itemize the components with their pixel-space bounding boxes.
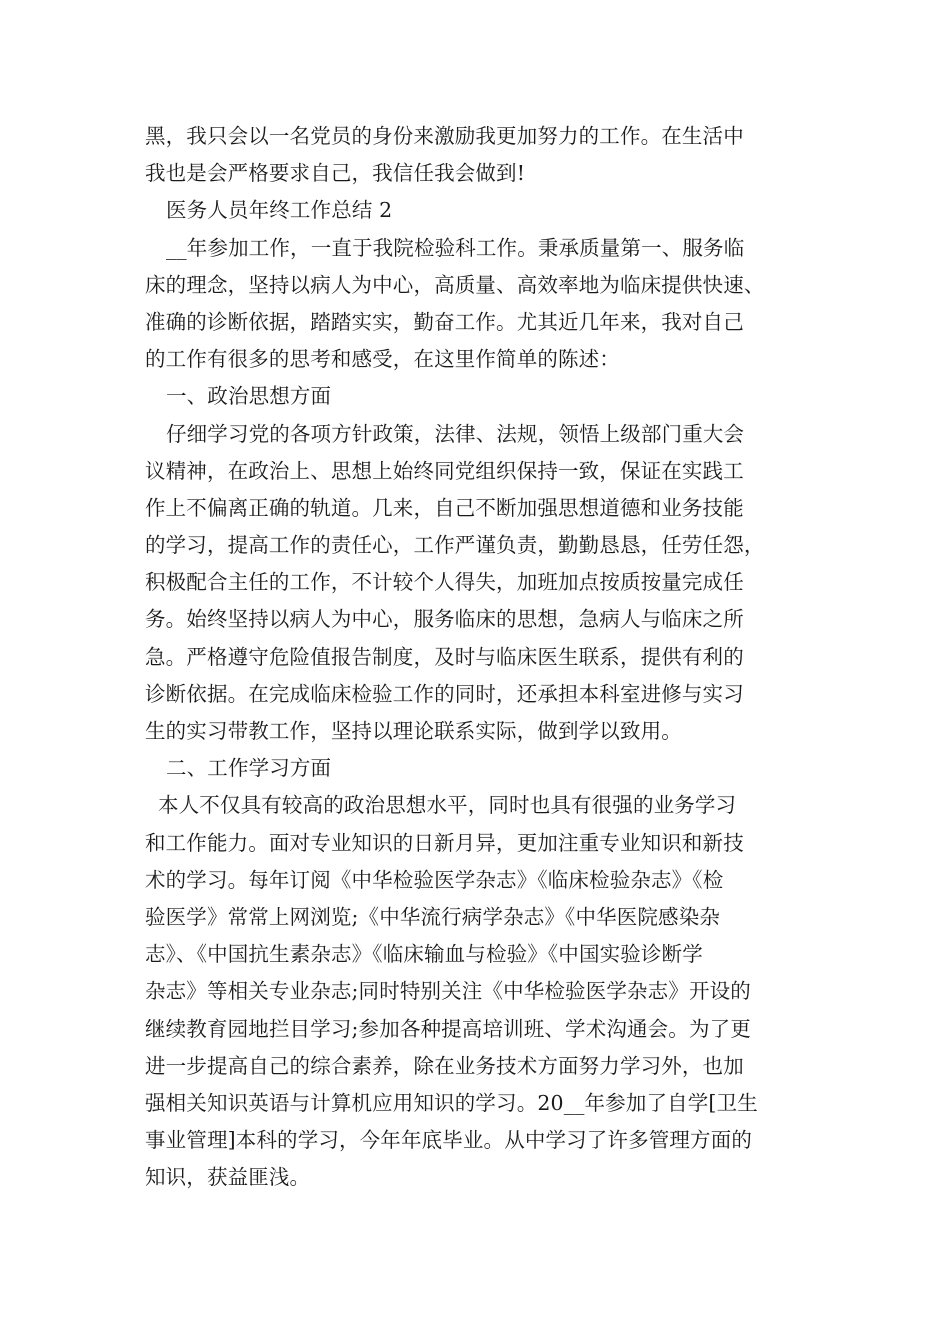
body-line: 继续教育园地拦目学习;参加各种提高培训班、学术沟通会。为了更 — [145, 1016, 751, 1041]
subsection-heading: 一、政治思想方面 — [166, 384, 332, 409]
body-line: 验医学》常常上网浏览;《中华流行病学杂志》《中华医院感染杂 — [145, 904, 721, 929]
body-line: 我也是会严格要求自己，我信任我会做到! — [145, 161, 526, 186]
body-line: 强相关知识英语与计算机应用知识的学习。20__年参加了自学[卫生 — [145, 1090, 758, 1115]
body-line: 黑，我只会以一名党员的身份来激励我更加努力的工作。在生活中 — [145, 124, 744, 148]
body-line: 务。始终坚持以病人为中心，服务临床的思想，急病人与临床之所 — [145, 607, 744, 632]
body-line: 的学习，提高工作的责任心，工作严谨负责，勤勤恳恳，任劳任怨， — [145, 533, 765, 558]
body-line: 知识，获益匪浅。 — [145, 1165, 311, 1190]
body-line: 床的理念，坚持以病人为中心，高质量、高效率地为临床提供快速、 — [145, 272, 765, 297]
subsection-heading: 二、工作学习方面 — [166, 756, 332, 781]
body-line: 事业管理]本科的学习，今年年底毕业。从中学习了许多管理方面的 — [145, 1128, 752, 1153]
body-line: 杂志》等相关专业杂志;同时特别关注《中华检验医学杂志》开设的 — [145, 979, 751, 1004]
body-line: 诊断依据。在完成临床检验工作的同时，还承担本科室进修与实习 — [145, 681, 744, 706]
body-line: 进一步提高自己的综合素养，除在业务技术方面努力学习外，也加 — [145, 1053, 744, 1078]
body-line: 准确的诊断依据，踏踏实实，勤奋工作。尤其近几年来，我对自己 — [145, 309, 744, 334]
body-line: 术的学习。每年订阅《中华检验医学杂志》《临床检验杂志》《检 — [145, 867, 724, 892]
body-line: 志》、《中国抗生素杂志》《临床输血与检验》《中国实验诊断学 — [145, 942, 703, 967]
body-line: 作上不偏离正确的轨道。几来，自己不断加强思想道德和业务技能 — [145, 495, 744, 520]
body-line: 积极配合主任的工作，不计较个人得失，加班加点按质按量完成任 — [145, 570, 744, 595]
section-heading: 医务人员年终工作总结 2 — [166, 198, 393, 223]
paragraph-first-line: 仔细学习党的各项方针政策，法律、法规，领悟上级部门重大会 — [166, 421, 745, 446]
paragraph-first-line: 本人不仅具有较高的政治思想水平，同时也具有很强的业务学习 — [158, 793, 737, 818]
body-line: 和工作能力。面对专业知识的日新月异，更加注重专业知识和新技 — [145, 830, 744, 855]
paragraph-first-line: __年参加工作，一直于我院检验科工作。秉承质量第一、服务临 — [166, 235, 745, 260]
body-line: 议精神，在政治上、思想上始终同党组织保持一致，保证在实践工 — [145, 458, 744, 483]
document-body — [145, 118, 815, 1196]
body-line: 生的实习带教工作，坚持以理论联系实际，做到学以致用。 — [145, 719, 682, 743]
body-line: 急。严格遵守危险值报告制度，及时与临床医生联系，提供有利的 — [145, 644, 744, 669]
body-line: 的工作有很多的思考和感受，在这里作简单的陈述： — [145, 347, 620, 372]
